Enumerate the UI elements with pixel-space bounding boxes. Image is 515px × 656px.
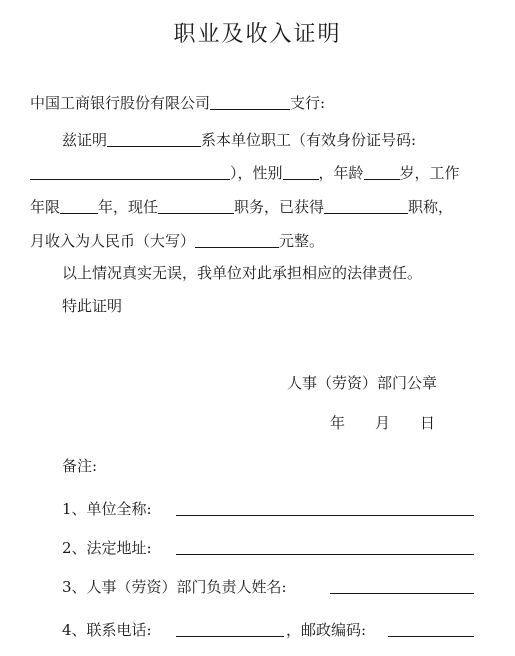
note-label-hr-head: 3、人事（劳资）部门负责人姓名: [62, 578, 287, 596]
income-suffix: 元整。 [279, 232, 325, 250]
age-text: ，年龄 [318, 164, 364, 182]
note-item [62, 537, 152, 559]
id-number-blank[interactable] [30, 164, 230, 180]
intro-text: 兹证明 [62, 131, 108, 149]
date-line [330, 412, 435, 434]
date-year: 年 [330, 414, 346, 432]
org-name-blank[interactable] [176, 500, 474, 516]
postal-code-label: ，邮政编码: [286, 621, 367, 639]
bank-name: 中国工商银行股份有限公司 [30, 94, 211, 112]
gender-blank[interactable] [283, 164, 319, 180]
note-item [62, 498, 152, 520]
position-suffix: 职务，已获得 [234, 198, 325, 216]
postal-code-blank[interactable] [388, 621, 474, 637]
income-text: 月收入为人民币（大写） [30, 232, 196, 250]
body-line-4 [30, 230, 324, 252]
body-line-1 [62, 129, 416, 151]
hr-head-blank[interactable] [330, 578, 474, 594]
note-label-org-name: 1、单位全称: [62, 500, 152, 518]
branch-suffix: 支行: [290, 94, 326, 112]
date-day: 日 [420, 414, 436, 432]
position-blank[interactable] [158, 198, 234, 214]
addressee-line [30, 92, 325, 114]
date-month: 月 [375, 414, 391, 432]
income-blank[interactable] [195, 232, 279, 248]
title-suffix: 职称， [408, 198, 454, 216]
age-blank[interactable] [364, 164, 400, 180]
notes-heading: 备注: [62, 457, 98, 475]
page-title: 职业及收入证明 [173, 22, 342, 47]
employee-text: 系本单位职工（有效身份证号码: [201, 131, 417, 149]
years-unit: 年，现任 [98, 198, 159, 216]
address-blank[interactable] [176, 539, 474, 555]
statement: 以上情况真实无误，我单位对此承担相应的法律责任。 [62, 264, 423, 282]
years-blank[interactable] [60, 198, 98, 214]
body-line-2 [30, 162, 460, 184]
title-blank[interactable] [324, 198, 408, 214]
note-label-address: 2、法定地址: [62, 539, 152, 557]
closing: 特此证明 [62, 297, 123, 315]
employee-name-blank[interactable] [107, 131, 201, 147]
seal-label: 人事（劳资）部门公章 [287, 374, 438, 392]
phone-blank[interactable] [176, 621, 284, 637]
note-label-phone: 4、联系电话: [62, 621, 152, 639]
years-prefix: 年限 [30, 198, 61, 216]
branch-blank[interactable] [210, 94, 290, 110]
gender-text: ），性别 [230, 164, 283, 182]
note-item [62, 619, 152, 641]
age-unit-text: 岁，工作 [399, 164, 460, 182]
note-item [62, 576, 287, 598]
body-line-3 [30, 196, 453, 218]
